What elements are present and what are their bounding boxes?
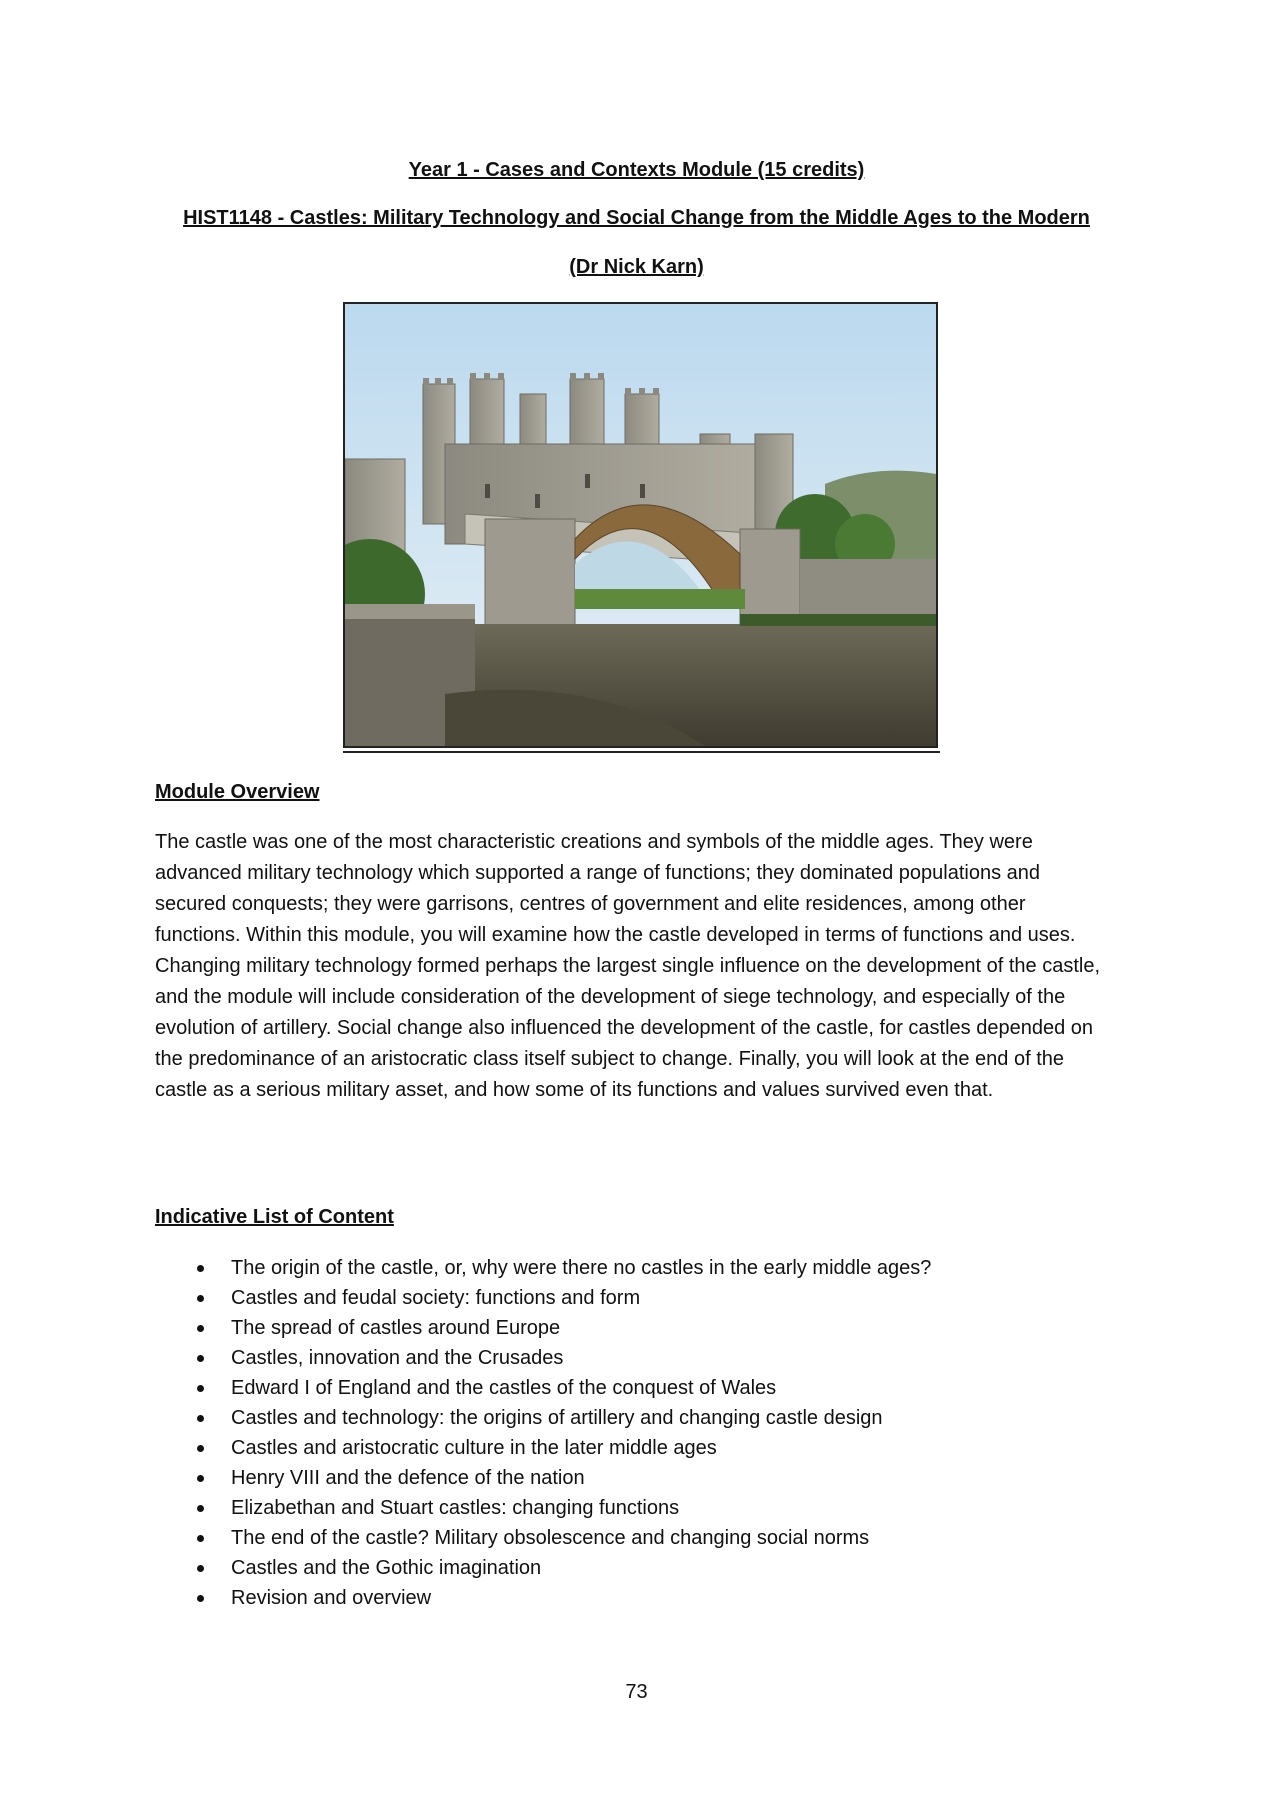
module-title-heading: HIST1148 - Castles: Military Technology and Social Change from the Middle Ages to the Modern (183, 207, 1090, 229)
bullet-icon (197, 1325, 204, 1332)
bullet-icon (197, 1445, 204, 1452)
bullet-icon (197, 1295, 204, 1302)
module-overview-text: The castle was one of the most characteristic creations and symbols of the middle ages. They were advanced military technology which supported a range of functions; they dominated populations and secured conquests; they were garrisons, centres of government and elite residences, among other functions. Within this module, you will examine how the castle developed in terms of functions and uses. Changing military technology formed perhaps the largest single influence on the development of the castle, and the module will include consideration of the development of siege technology, and especially of the evolution of artillery. Social change also influenced the development of the castle, for castles depended on the predominance of an aristocratic class itself subject to change. Finally, you will look at the end of the castle as a serious military asset, and how some of its functions and values survived even that. (155, 831, 1101, 1101)
list-item: The end of the castle? Military obsolescence and changing social norms (155, 1523, 1115, 1553)
bullet-icon (197, 1505, 204, 1512)
photo-underline (343, 751, 940, 753)
content-list (155, 1253, 1115, 1613)
list-item: Castles and the Gothic imagination (155, 1553, 1115, 1583)
bullet-icon (197, 1385, 204, 1392)
bullet-icon (197, 1355, 204, 1362)
bullet-icon (197, 1565, 204, 1572)
module-year-heading: Year 1 - Cases and Contexts Module (15 credits) (408, 159, 865, 181)
module-overview-title: Module Overview (155, 781, 320, 803)
list-item: Elizabethan and Stuart castles: changing functions (155, 1493, 1115, 1523)
content-list-title: Indicative List of Content (155, 1206, 394, 1228)
bullet-icon (197, 1535, 204, 1542)
bullet-icon (197, 1415, 204, 1422)
lecturer-heading: (Dr Nick Karn) (569, 256, 704, 278)
list-item: The spread of castles around Europe (155, 1313, 1115, 1343)
list-item: Castles, innovation and the Crusades (155, 1343, 1115, 1373)
castle-photo (343, 302, 938, 748)
list-item: The origin of the castle, or, why were there no castles in the early middle ages? (155, 1253, 1115, 1283)
list-item: Castles and feudal society: functions and form (155, 1283, 1115, 1313)
bullet-icon (197, 1475, 204, 1482)
list-item: Castles and technology: the origins of artillery and changing castle design (155, 1403, 1115, 1433)
bullet-icon (197, 1595, 204, 1602)
castle-illustration (345, 304, 936, 746)
list-item: Henry VIII and the defence of the nation (155, 1463, 1115, 1493)
list-item: Edward I of England and the castles of the conquest of Wales (155, 1373, 1115, 1403)
bullet-icon (197, 1265, 204, 1272)
list-item: Revision and overview (155, 1583, 1115, 1613)
page-number: 73 (625, 1681, 648, 1703)
list-item: Castles and aristocratic culture in the later middle ages (155, 1433, 1115, 1463)
